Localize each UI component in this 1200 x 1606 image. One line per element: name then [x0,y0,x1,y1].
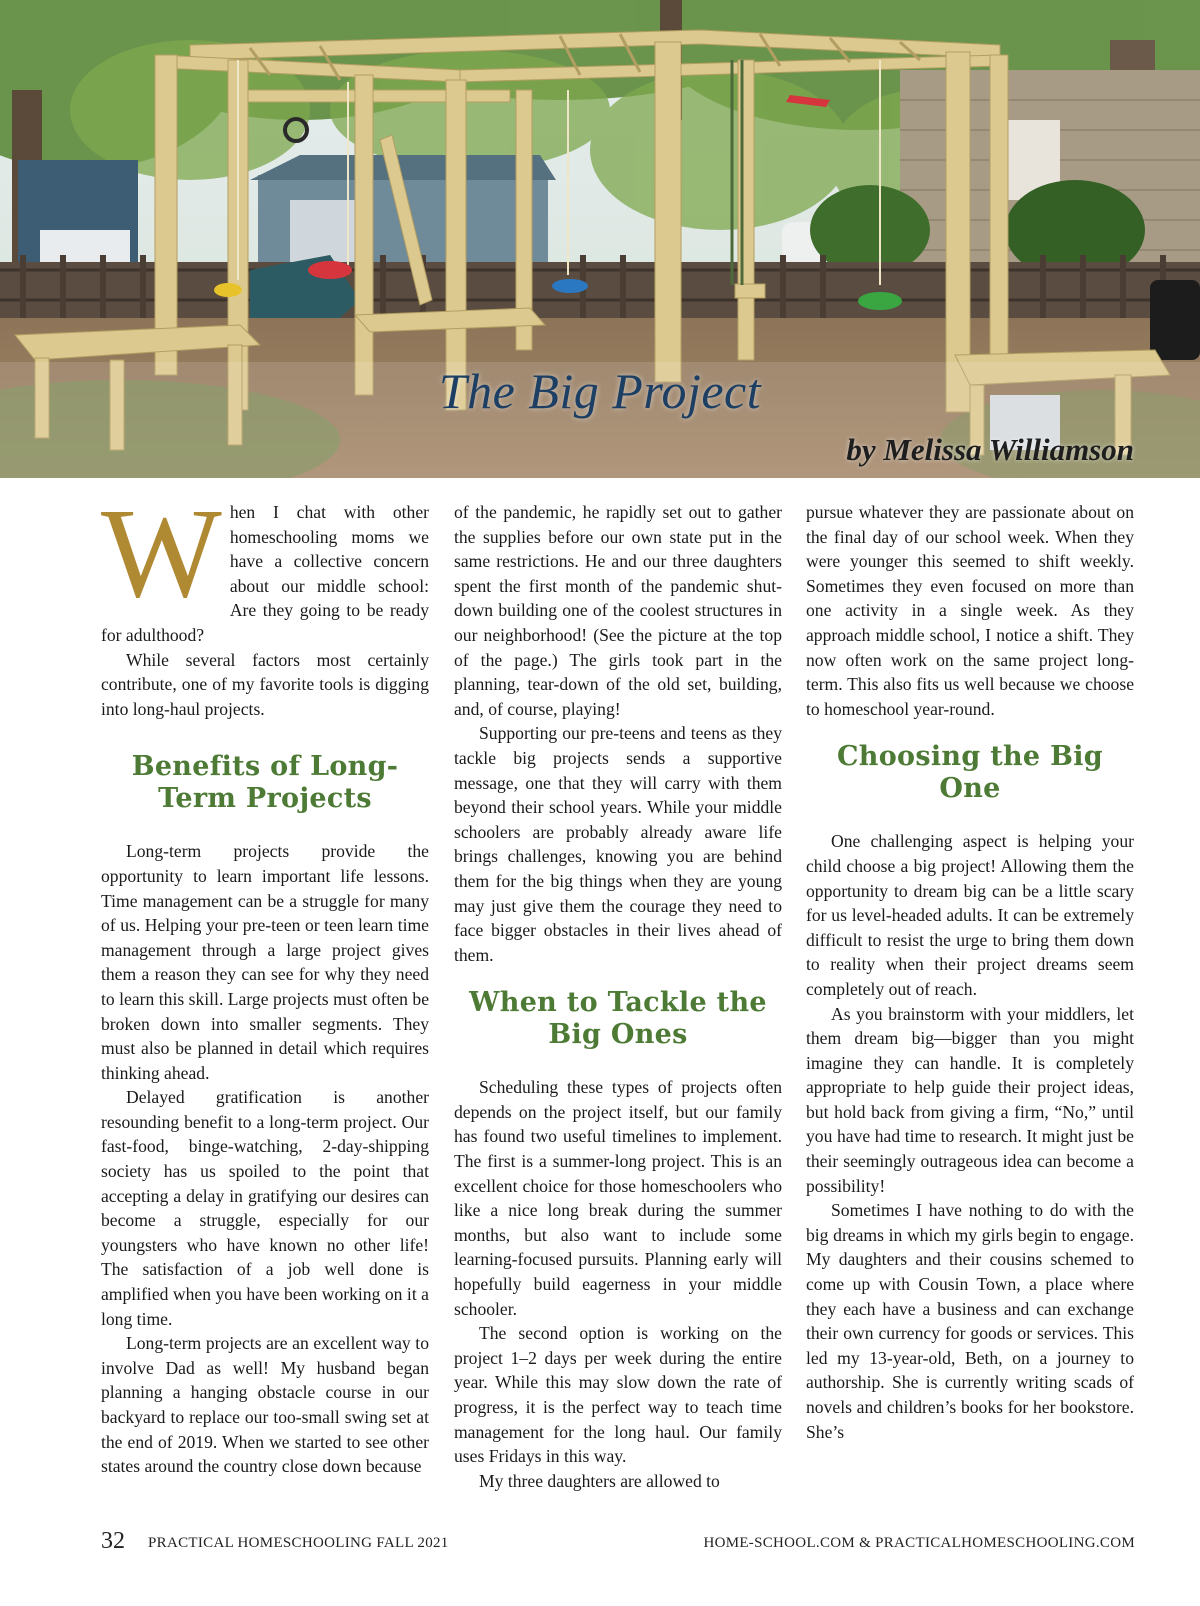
section-heading-when-to-tackle: When to Tackle the Big Ones [469,987,767,1051]
article-byline: by Melissa Williamson [846,432,1134,467]
intro-text: hen I chat with other homeschooling moms we have a collective concern about our middle school: Are they going to be ready for adulthood? [101,502,429,645]
intro-paragraph [101,482,429,648]
paragraph: While several factors most certainly contribute, one of my favorite tools is digging into long-haul projects. [101,649,429,719]
paragraph: The second option is working on the project 1–2 days per week during the entire year. While this may slow down the rate of progress, it is the perfect way to teach time management for the long haul. Our family uses Fridays in this way. [454,1323,782,1467]
magazine-issue: PRACTICAL HOMESCHOOLING FALL 2021 [148,1535,449,1551]
hero-photo [0,0,1200,478]
column-3 [806,500,1134,1444]
column-1 [101,482,429,1479]
page-footer [101,1528,1135,1558]
paragraph: Sometimes I have nothing to do with the big dreams in which my girls begin to engage. My daughters and their cousins schemed to come up with Cousin Town, a place where they each have a business and can exchange their own currency for goods or services. This led my 13-year-old, Beth, on a journey to authorship. She is currently writing scads of novels and children’s books for her bookstore. She’s [806,1200,1134,1442]
paragraph: As you brainstorm with your middlers, let them dream big—bigger than you might imagine they can handle. It is completely appropriate to help guide their project ideas, but hold back from giving a firm, “No,” until you have had time to research. It might just be their seemingly outrageous idea can become a possibility! [806,1003,1134,1196]
article-title: The Big Project [438,363,762,419]
page-number: 32 [101,1528,125,1554]
paragraph: My three daughters are allowed to [479,1470,720,1491]
paragraph: Scheduling these types of projects often depends on the project itself, but our family has found two useful timelines to implement. The first is a summer-long project. This is an excellent choice for those homeschoolers who like a nice long break during the summer months, but also want to include some learning-focused pursuits. Planning early will hopefully build eagerness in your middle schooler. [454,1077,782,1319]
website-url: HOME-SCHOOL.COM & PRACTICALHOMESCHOOLING.COM [703,1535,1135,1551]
paragraph: One challenging aspect is helping your child choose a big project! Allowing them the opportunity to dream big can be a little scary for us level-headed adults. It can be extremely difficult to resist the urge to bring them down to reality when their project dreams seem completely out of reach. [806,831,1134,999]
paragraph: Long-term projects provide the opportunity to learn important life lessons. Time management can be a struggle for many of us. Helping your pre-teen or teen learn time management through a large project gives them a reason they can see for why they need to learn this skill. Large projects must often be broken down into smaller segments. They must also be planned in detail which requires thinking ahead. [101,841,429,1083]
column-2 [454,500,782,1493]
paragraph: Supporting our pre-teens and teens as they tackle big projects sends a supportive message, one that they will carry with them beyond their school years. While your middle schoolers are probably already aware life brings challenges, knowing you are behind them for the big things when they are young may just give them the courage they need to face bigger obstacles in their lives ahead of them. [454,723,782,965]
paragraph: Delayed gratification is another resounding benefit to a long-term project. Our fast-food, binge-watching, 2-day-shipping society has us spoiled to the point that accepting a delay in gratifying our desires can become a struggle, especially for our youngsters who have known no other life! The satisfaction of a job well done is amplified when you have been working on it a long time. [101,1087,429,1329]
drop-cap: W [101,482,222,624]
paragraph: Long-term projects are an excellent way to involve Dad as well! My husband began planning a hanging obstacle course in our backyard to replace our too-small swing set at the end of 2019. When we started to see other states around the country close down because [101,1333,429,1477]
section-heading-benefits: Benefits of Long-Term Projects [131,751,399,815]
section-heading-choosing: Choosing the Big One [837,741,1103,805]
paragraph: of the pandemic, he rapidly set out to gather the supplies before our own state put in the same restrictions. He and our three daughters spent the first month of the pandemic shut-down building one of the coolest structures in our neighborhood! (See the picture at the top of the page.) The girls took part in the planning, tear-down of the old set, building, and, of course, playing! [454,502,782,719]
paragraph: pursue whatever they are passionate about on the final day of our school week. When they were younger this seemed to shift weekly. Sometimes they even focused on more than one activity in a single week. As they approach middle school, I notice a shift. They now often work on the same project long-term. This also fits us well because we choose to homeschool year-round. [806,502,1134,719]
